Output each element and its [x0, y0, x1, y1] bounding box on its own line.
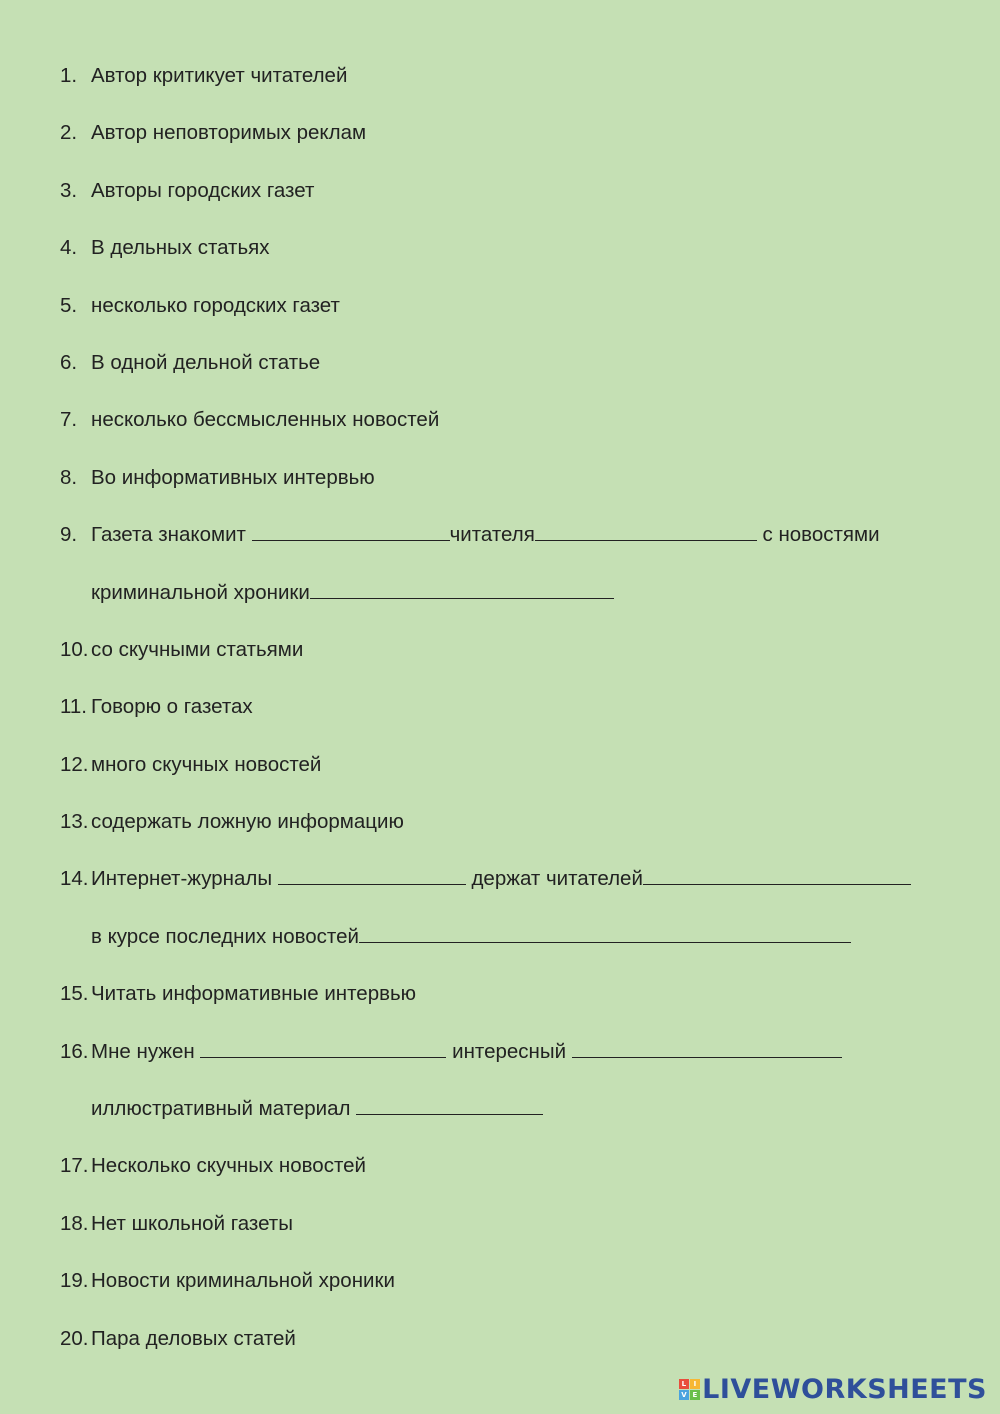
item-text: Авторы городских газет: [91, 178, 315, 202]
item-text: Читать информативные интервью: [91, 982, 417, 1006]
item-text: Газета знакомит: [91, 523, 252, 547]
list-item: 2. Автор неповторимых реклам: [60, 121, 367, 145]
item-text: Говорю о газетах: [91, 695, 253, 719]
answer-blank[interactable]: [252, 516, 450, 541]
item-text: Новости криминальной хроники: [91, 1269, 395, 1293]
list-item: 9. Газета знакомит читателя с новостями: [60, 516, 960, 573]
list-item: 14. Интернет-журналы держат читателей: [60, 860, 960, 917]
item-text: читателя: [449, 523, 535, 547]
answer-blank[interactable]: [310, 574, 614, 599]
list-item: 5. несколько городских газет: [60, 293, 340, 317]
item-text: В дельных статьях: [91, 236, 270, 260]
list-item: 20. Пара деловых статей: [60, 1326, 296, 1350]
item-text: с новостями: [756, 523, 880, 547]
list-item: 19. Новости криминальной хроники: [60, 1269, 395, 1293]
answer-blank[interactable]: [643, 860, 911, 885]
item-text: много скучных новостей: [91, 752, 322, 776]
list-item: 16. Мне нужен интересный: [60, 1033, 960, 1090]
item-text: Во информативных интервью: [91, 465, 375, 489]
list-item-continuation: [60, 1090, 960, 1147]
item-text: Интернет-журналы: [91, 867, 278, 891]
exercise-list: [60, 57, 960, 1377]
item-text: Мне нужен: [91, 1039, 201, 1063]
answer-blank[interactable]: [278, 860, 466, 885]
liveworksheets-logo: [679, 1374, 987, 1405]
list-item: 7. несколько бессмысленных новостей: [60, 408, 440, 432]
item-text: Автор неповторимых реклам: [91, 121, 367, 145]
item-text: Нет школьной газеты: [91, 1211, 293, 1235]
answer-blank[interactable]: [359, 918, 851, 943]
item-text: несколько бессмысленных новостей: [91, 408, 440, 432]
list-item: 17. Несколько скучных новостей: [60, 1154, 366, 1178]
list-item: 8. Во информативных интервью: [60, 465, 375, 489]
list-item: 13. содержать ложную информацию: [60, 810, 404, 834]
logo-mark-icon: L I V E: [679, 1379, 700, 1400]
answer-blank[interactable]: [535, 516, 757, 541]
item-text: содержать ложную информацию: [91, 810, 404, 834]
answer-blank[interactable]: [356, 1090, 543, 1115]
item-text: Несколько скучных новостей: [91, 1154, 366, 1178]
list-item: 11. Говорю о газетах: [60, 695, 253, 719]
answer-blank[interactable]: [572, 1033, 842, 1058]
item-text: Пара деловых статей: [91, 1326, 296, 1350]
item-text: иллюстративный материал: [91, 1097, 357, 1121]
answer-blank[interactable]: [200, 1033, 446, 1058]
list-item-continuation: [60, 574, 960, 631]
item-text: в курсе последних новостей: [91, 924, 359, 948]
logo-text: LIVEWORKSHEETS: [702, 1374, 987, 1405]
list-item-continuation: [60, 918, 960, 975]
list-item: 12. много скучных новостей: [60, 752, 322, 776]
item-text: Автор критикует читателей: [91, 64, 348, 87]
item-text: криминальной хроники: [91, 580, 310, 604]
item-text: несколько городских газет: [91, 293, 340, 317]
item-text: со скучными статьями: [91, 637, 304, 661]
item-text: держат читателей: [465, 867, 643, 891]
item-text: В одной дельной статье: [91, 350, 321, 374]
list-item: 15. Читать информативные интервью: [60, 982, 417, 1006]
list-item: 1. Автор критикует читателей: [60, 64, 348, 87]
list-item: 10. со скучными статьями: [60, 637, 304, 661]
list-item: 4. В дельных статьях: [60, 236, 270, 260]
list-item: 18. Нет школьной газеты: [60, 1211, 293, 1235]
list-item: 3. Авторы городских газет: [60, 178, 315, 202]
item-text: интересный: [446, 1039, 572, 1063]
list-item: 6. В одной дельной статье: [60, 350, 321, 374]
